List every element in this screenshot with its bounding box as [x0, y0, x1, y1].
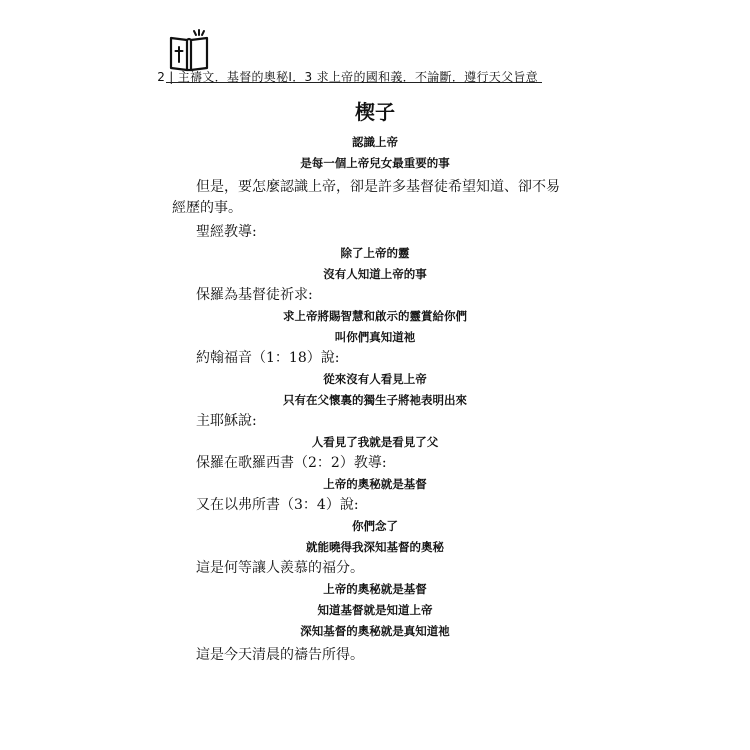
scripture-quote-line: 除了上帝的靈: [340, 246, 410, 260]
scripture-quote-line: 求上帝將賜智慧和啟示的靈賞給你們: [283, 309, 467, 323]
body-paragraph-line: 這是何等讓人羨慕的福分。: [196, 560, 364, 576]
page-body: [0, 132, 750, 666]
running-header: [157, 26, 542, 84]
scripture-lead-in: 聖經教導:: [196, 224, 257, 240]
scripture-quote-line: 只有在父懷裏的獨生子將祂表明出來: [283, 393, 467, 407]
scripture-quote-line: 就能曉得我深知基督的奧秘: [306, 540, 444, 554]
scripture-lead-in: 約翰福音（1：18）說:: [196, 350, 340, 366]
scripture-quote-line: 從來沒有人看見上帝: [323, 372, 427, 386]
scripture-quote-line: 人看見了我就是看見了父: [311, 435, 439, 449]
chapter-title: 楔子: [355, 100, 395, 124]
closing-line: 這是今天清晨的禱告所得。: [196, 647, 364, 663]
intro-quote-line: 認識上帝: [352, 135, 398, 149]
bible-book-icon: [166, 26, 212, 72]
scripture-quote-line: 上帝的奧秘就是基督: [323, 477, 427, 491]
intro-quote-line: 是每一個上帝兒女最重要的事: [300, 156, 450, 170]
scripture-lead-in: 又在以弗所書（3：4）說:: [196, 497, 359, 513]
body-paragraph-line: 但是，要怎麼認識上帝，卻是許多基督徒希望知道、卻不易: [196, 179, 560, 195]
summary-quote-line: 上帝的奧秘就是基督: [323, 582, 427, 596]
scripture-quote-line: 你們念了: [352, 519, 398, 533]
header-divider: [166, 82, 542, 83]
running-head-text: 2 | 主禱文．基督的奧秘Ⅰ．3 求上帝的國和義．不論斷．遵行天父旨意: [157, 70, 538, 84]
summary-quote-line: 知道基督就是知道上帝: [317, 603, 433, 617]
summary-quote-line: 深知基督的奧秘就是真知道祂: [300, 624, 450, 638]
body-paragraph-line: 經歷的事。: [172, 200, 242, 216]
scripture-lead-in: 主耶穌說:: [196, 413, 257, 429]
scripture-lead-in: 保羅為基督徒祈求:: [196, 287, 313, 303]
scripture-lead-in: 保羅在歌羅西書（2：2）教導:: [196, 455, 387, 471]
scripture-quote-line: 叫你們真知道祂: [334, 330, 416, 344]
scripture-quote-line: 沒有人知道上帝的事: [323, 267, 427, 281]
